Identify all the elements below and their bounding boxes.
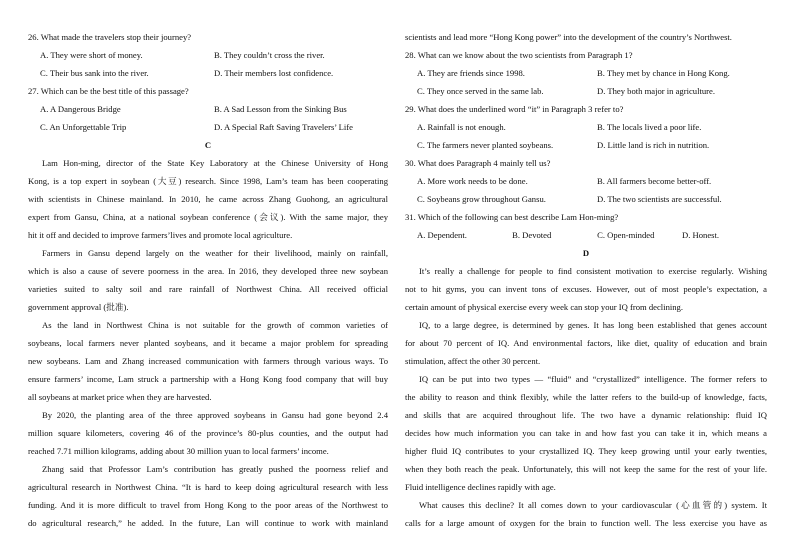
q27-option-d[interactable]: D. A Special Raft Saving Travelers’ Life <box>214 122 353 132</box>
q28-option-c[interactable]: C. They once served in the same lab. <box>417 86 544 96</box>
passage-d-p3-line: higher fluid IQ contributes to your crystallized IQ. They keep growing until your early twenties, <box>405 446 767 456</box>
section-d-heading: D <box>582 248 590 258</box>
q31-options <box>405 226 767 244</box>
passage-c-p2-line: government approval (批准). <box>28 302 129 312</box>
passage-c-p4-line: By 2020, the planting area of the three approved soybeans in Gansu had gone beyond 2.4 <box>42 410 388 420</box>
q28-options-row1 <box>405 64 767 82</box>
q28-stem: 28. What can we know about the two scientists from Paragraph 1? <box>405 50 633 60</box>
passage-d-p3-line: when they both reach the peak. Unfortunately, this will not keep the same for the rest of your life. <box>405 464 767 474</box>
passage-d-p3-line: Fluid intelligence declines rapidly with age. <box>405 482 556 492</box>
passage-d-p3-line: the ability to reason and think flexibly, while the latter refers to the build-up of knowledge, facts, <box>405 392 767 402</box>
passage-c-continuation: scientists and lead more “Hong Kong power” into the development of the country’s Northwest. <box>405 32 732 42</box>
q30-option-c[interactable]: C. Soybeans grow throughout Gansu. <box>417 194 546 204</box>
q26-option-b[interactable]: B. They couldn’t cross the river. <box>214 50 325 60</box>
passage-d-p2-line: IQ, to a large degree, is determined by genes. It has long been established that genes account <box>419 320 767 330</box>
passage-c-p2-line: which is also a cause of severe poorness in the area. In 2016, they developed three new soybean <box>28 266 388 276</box>
passage-c-p4-line: reached 7.71 million kilograms, adding about 30 million yuan to local farmers’ income. <box>28 446 329 456</box>
q26-options-row1 <box>28 46 388 64</box>
passage-d-p1-line: certain amount of physical exercise every week can stop your IQ from declining. <box>405 302 684 312</box>
q27-option-c[interactable]: C. An Unforgettable Trip <box>40 122 127 132</box>
q29-option-a[interactable]: A. Rainfall is not enough. <box>417 122 506 132</box>
q30-option-b[interactable]: B. All farmers become better-off. <box>597 176 712 186</box>
passage-c-p3-line: new soybeans. Lam and Zhang increased communication with farmers through various ways. To <box>28 356 388 366</box>
passage-c-p1-line: hit it off and decided to improve farmers’lives and promote local agriculture. <box>28 230 293 240</box>
q28-option-a[interactable]: A. They are friends since 1998. <box>417 68 525 78</box>
q27-options-row2 <box>28 118 388 136</box>
passage-d-p1-line: It’s really a challenge for people to find consistent motivation to exercise regularly. Wishing <box>419 266 767 276</box>
passage-d-p2-line: stimulation, affect the other 30 percent. <box>405 356 541 366</box>
q30-stem: 30. What does Paragraph 4 mainly tell us? <box>405 158 551 168</box>
q30-option-a[interactable]: A. More work needs to be done. <box>417 176 528 186</box>
q29-option-d[interactable]: D. Little land is rich in nutrition. <box>597 140 710 150</box>
passage-c-p4-line: million square kilometers, covering 46 of the province’s 80-plus counties, and the output had <box>28 428 388 438</box>
q26-option-a[interactable]: A. They were short of money. <box>40 50 143 60</box>
passage-c-p1-line: expert from Gansu, China, at a national soybean conference (会议). With the same major, they <box>28 212 388 222</box>
passage-d-p3-line: and skills that are acquired throughout life. The two have a dynamic relationship: fluid IQ <box>405 410 767 420</box>
passage-c-p5-line: funding. And it is more difficult to travel from Hong Kong to the poor areas of the Northwest to <box>28 500 388 510</box>
q28-option-d[interactable]: D. They both major in agriculture. <box>597 86 715 96</box>
q26-option-c[interactable]: C. Their bus sank into the river. <box>40 68 149 78</box>
q31-option-c[interactable]: C. Open-minded <box>597 230 655 240</box>
q31-option-d[interactable]: D. Honest. <box>682 230 720 240</box>
passage-c-p5-line: do agricultural research,” he added. In the future, Lan will continue to work with mainland <box>28 518 388 528</box>
q29-option-b[interactable]: B. The locals lived a poor life. <box>597 122 702 132</box>
q31-option-a[interactable]: A. Dependent. <box>417 230 467 240</box>
passage-c-p2-line: Farmers in Gansu depend largely on the weather for their livelihood, mainly on rainfall, <box>42 248 388 258</box>
q28-option-b[interactable]: B. They met by chance in Hong Kong. <box>597 68 730 78</box>
passage-c-p3-line: As the land in Northwest China is not suitable for the growth of common varieties of <box>42 320 388 330</box>
q30-options-row2 <box>405 190 767 208</box>
passage-d-p2-line: for about 70 percent of IQ. And environmental factors, like diet, quality of education and brain <box>405 338 767 348</box>
passage-c-p3-line: soybeans, local farmers never planted soybeans, and it became a major problem for spreading <box>28 338 388 348</box>
q26-options-row2 <box>28 64 388 82</box>
q27-option-a[interactable]: A. A Dangerous Bridge <box>40 104 121 114</box>
passage-d-p3-line: decides how much information you can take in and how fast you can take it in, which means a <box>405 428 767 438</box>
q29-options-row2 <box>405 136 767 154</box>
passage-c-p1-line: with scientists in Chinese mainland. In 2010, he came across Zhang Guohong, an agricultural <box>28 194 388 204</box>
q29-option-c[interactable]: C. The farmers never planted soybeans. <box>417 140 554 150</box>
q28-options-row2 <box>405 82 767 100</box>
section-c-heading: C <box>204 140 212 150</box>
q27-option-b[interactable]: B. A Sad Lesson from the Sinking Bus <box>214 104 347 114</box>
passage-c-p5-line: agricultural research in Northwest China. “It is hard to keep doing agricultural research with less <box>28 482 388 492</box>
passage-d-p1-line: not to hit gyms, you can invent tons of excuses. However, out of most people’s expectation, a <box>405 284 767 294</box>
q31-stem: 31. Which of the following can best describe Lam Hon-ming? <box>405 212 619 222</box>
passage-c-p5-line: Zhang said that Professor Lam’s contribution has greatly pushed the poorness relief and <box>42 464 388 474</box>
passage-c-p2-line: varieties suited to salty soil and rare rainfall of Northwest China. All received official <box>28 284 388 294</box>
q26-stem: 26. What made the travelers stop their journey? <box>28 32 192 42</box>
passage-d-p4-line: calls for a large amount of oxygen for the brain to function well. The less exercise you have as <box>405 518 767 528</box>
q30-option-d[interactable]: D. The two scientists are successful. <box>597 194 722 204</box>
passage-c-p1-line: Kong, is a top expert in soybean (大豆) research. Since 1998, Lam’s team has been cooperating <box>28 176 388 186</box>
q31-option-b[interactable]: B. Devoted <box>512 230 552 240</box>
passage-c-p3-line: ensure farmers’ income, Lam struck a partnership with a Hong Kong food company that will buy <box>28 374 388 384</box>
passage-d-p4-line: What causes this decline? It all comes down to your cardiovascular (心血管的) system. It <box>419 500 767 510</box>
q29-stem: 29. What does the underlined word “it” in Paragraph 3 refer to? <box>405 104 624 114</box>
right-column <box>405 28 767 532</box>
passage-c-p3-line: all soybeans at market price when they are harvested. <box>28 392 212 402</box>
q27-options-row1 <box>28 100 388 118</box>
q29-options-row1 <box>405 118 767 136</box>
passage-d-p3-line: IQ can be put into two types — “fluid” and “crystallized” intelligence. The former refers to <box>419 374 767 384</box>
q26-option-d[interactable]: D. Their members lost confidence. <box>214 68 334 78</box>
q30-options-row1 <box>405 172 767 190</box>
passage-c-p1-line: Lam Hon-ming, director of the State Key Laboratory at the Chinese University of Hong <box>42 158 388 168</box>
left-column <box>28 28 388 532</box>
q27-stem: 27. Which can be the best title of this passage? <box>28 86 189 96</box>
